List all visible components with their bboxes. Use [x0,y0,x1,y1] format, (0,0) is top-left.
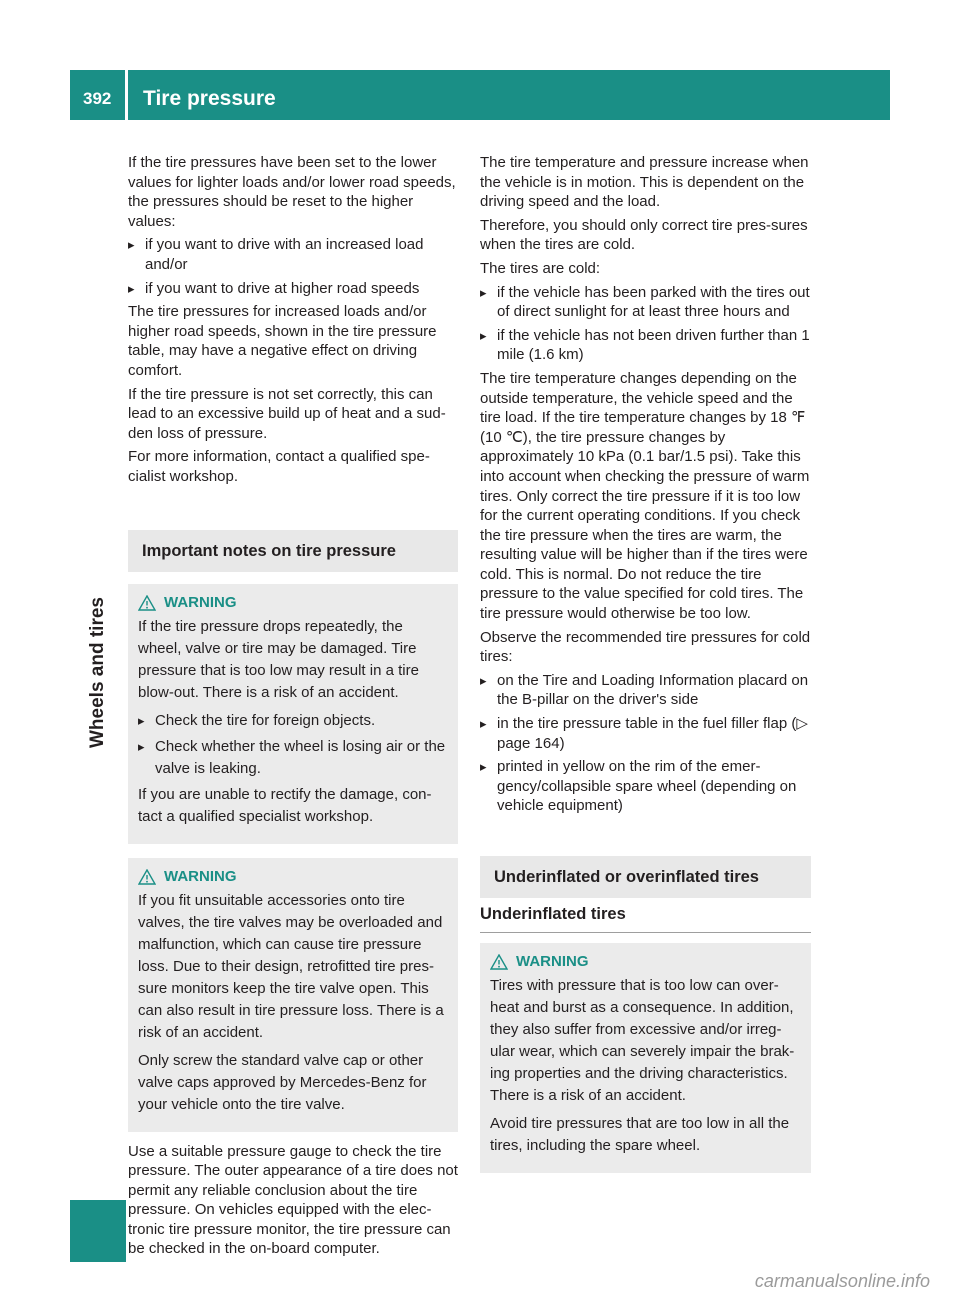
section-heading-underinflated: Underinflated or overinflated tires [480,856,811,898]
warning-label: WARNING [164,593,237,611]
warning-footer: Avoid tire pressures that are too low in all the tires, including the spare wheel. [490,1115,790,1154]
list-item: ▸ on the Tire and Loading Information placard on the B-pillar on the driver's side [480,671,811,710]
intro-paragraph: If the tire pressures have been set to the lower values for lighter loads and/or lower road speeds, the pressures should be reset to the higher values: [128,154,456,230]
paragraph: The tire temperature and pressure increase when the vehicle is in motion. This is dependent on the driving speed and the load. [480,154,809,211]
section-heading-important-notes: Important notes on tire pressure [128,530,458,572]
warning-box [128,858,458,1132]
list-item: ▸ if the vehicle has not been driven further than 1 mile (1.6 km) [480,326,811,365]
warning-header [490,951,801,973]
header-divider [125,70,128,120]
list-item: ▸ printed in yellow on the rim of the emer-gency/collapsible spare wheel (depending on vehicle equipment) [480,757,811,816]
warning-label: WARNING [516,953,589,970]
closing-paragraph: Use a suitable pressure gauge to check the tire pressure. The outer appearance of a tire does not permit any reliable conclusion about the tire pressure. On vehicles equipped with the elec-tronic tire pressure monitor, the tire pressure can be checked in the on-board computer. [128,1142,458,1258]
side-chapter-text: Wheels and tires [87,597,108,748]
warning-header [138,866,448,888]
warning-triangle-icon [138,595,156,611]
page-header [70,70,890,120]
warning-text: Tires with pressure that is too low can over-heat and burst as a consequence. In addition, they also suffer from excessive and/or irreg-ular wear, which can severely impair the brak-ing properties and the driving characteristics. There is a risk of an accident. [490,977,795,1104]
list-item: ▸ if you want to drive at higher road speeds [128,279,458,299]
warning-box [480,943,811,1173]
warning-text: If you fit unsuitable accessories onto tire valves, the tire valves may be overloaded and malfunction, which can cause tire pressure loss. Due to their design, retrofitted tire pres-sure monitors keep the tire valve open. This can also result in tire pressure loss. There is a risk of an accident. [138,891,444,1041]
paragraph: If the tire pressure is not set correctly, this can lead to an excessive build up of heat and a sud-den loss of pressure. [128,385,446,442]
warning-footer: Only screw the standard valve cap or other valve caps approved by Mercedes-Benz for your vehicle onto the tire valve. [138,1051,427,1113]
paragraph: For more information, contact a qualified spe-cialist workshop. [128,448,430,485]
warning-box [128,584,458,844]
subheading-underinflated-tires: Underinflated tires [480,898,811,933]
paragraph: The tires are cold: [480,259,601,277]
warning-label: WARNING [164,867,237,885]
warning-footer: If you are unable to rectify the damage, con-tact a qualified specialist workshop. [138,785,432,825]
list-item: ▸ Check the tire for foreign objects. [138,710,448,732]
paragraph: The tire pressures for increased loads and/or higher road speeds, shown in the tire pressure table, may have a negative effect on driving comfort. [128,303,437,379]
list-item: ▸ Check whether the wheel is losing air or the valve is leaking. [138,736,448,780]
left-column [128,153,458,1263]
paragraph: Observe the recommended tire pressures for cold tires: [480,628,811,666]
warning-triangle-icon [138,869,156,885]
warning-header [138,592,448,614]
warning-triangle-icon [490,954,508,970]
watermark: carmanualsonline.info [754,1271,930,1292]
warning-text: If the tire pressure drops repeatedly, the wheel, valve or tire may be damaged. Tire pressure that is too low may result in a tire blow-out. There is a risk of an accident. [138,617,419,701]
list-item: ▸ if the vehicle has been parked with the tires out of direct sunlight for at least three hours and [480,283,811,322]
list-item: ▸ if you want to drive with an increased load and/or [128,235,458,274]
page-title: Tire pressure [143,87,276,110]
page-number: 392 [83,89,112,108]
right-column [480,153,811,1173]
paragraph: Therefore, you should only correct tire pres-sures when the tires are cold. [480,216,808,254]
list-item: ▸ in the tire pressure table in the fuel filler flap (▷ page 164) [480,714,811,753]
paragraph: The tire temperature changes depending on the outside temperature, the vehicle speed and the tire load. If the tire temperature changes by 18 ℉ (10 ℃), the tire pressure changes by approximately 10 kPa (0.1 bar/1.5 psi). Take this into account when checking the pressure of warm tires. Only correct the tire pressure if it is too low for the current operating conditions. If you check the tire pressure when the tires are warm, the resulting value will be higher than if the tires were cold. This is normal. Do not reduce the tire pressure to the value specified for cold tires. The tire pressure would otherwise be too low. [480,369,810,623]
side-chapter-marker [70,1200,126,1262]
